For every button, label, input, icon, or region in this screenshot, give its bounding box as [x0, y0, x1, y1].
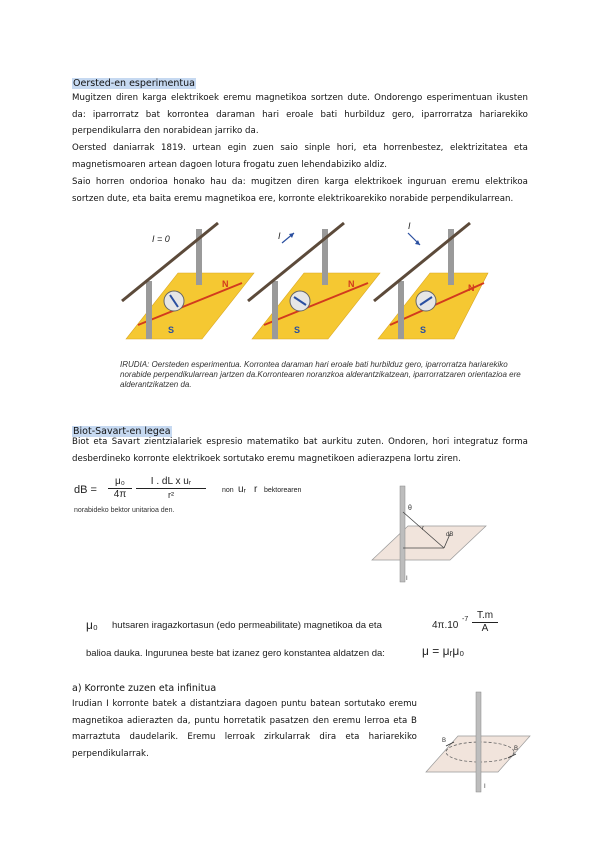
oersted-paragraph-3: Saio horren ondorioa honako hau da: mugitzen diren karga elektrikoek inguruan eremu elektrikoa sortzen dute, eta baita eremu magnetikoa ere, korronte elektrikoarekiko norabide perpendikularrean. — [72, 177, 528, 204]
formula-note: norabideko bektor unitarioa den. — [74, 507, 175, 514]
permeability-unit-num: T.m — [476, 610, 494, 621]
label-south-3: S — [420, 325, 427, 335]
wire-b-label-right: B — [514, 746, 519, 752]
label-i-2: I — [278, 231, 281, 241]
oersted-paragraph-2: Oersted daniarrak 1819. urtean egin zuen saio sinple hori, eta horrenbestez, elektrizitatea eta magnetismoaren artean dagoen lotura frogatu zuen lehendabiziko aldiz. — [72, 143, 528, 170]
formula-denominator: r² — [136, 488, 206, 501]
permeability-line — [86, 610, 526, 644]
section-title-straight-current: a) Korronte zuzen eta infinitua — [72, 683, 217, 694]
oersted-figure-caption: IRUDIA: Oersteden esperimentua. Korrontea daraman hari eroale bati hurbilduz gero, iparrorratza hariarekiko norabide perpendikularrean jartzen da.Korrontearen noranzkoa alderantzikatzean, iparrorratzaren orientazioa ere alderantzikatzen da. — [120, 360, 521, 389]
section-title-oersted: Oersted-en esperimentua — [73, 78, 195, 89]
label-i-zero: I = 0 — [152, 234, 170, 244]
label-i-3: I — [408, 221, 411, 231]
diagram-r: r — [422, 526, 424, 532]
formula-non: non — [222, 487, 234, 494]
formula-bektorearen: bektorearen — [264, 487, 302, 494]
label-south-2: S — [294, 325, 301, 335]
label-south-1: S — [168, 325, 175, 335]
straight-wire-diagram — [424, 690, 532, 794]
diagram-theta: θ — [408, 505, 412, 512]
permeability-exponent: -7 — [462, 616, 469, 623]
oersted-panel-1 — [122, 223, 254, 339]
section-title-biot-savart: Biot-Savart-en legea — [73, 426, 171, 437]
medium-formula: μ = μᵣμ₀ — [422, 644, 465, 658]
diagram-db: dB — [446, 532, 454, 538]
permeability-symbol: μ₀ — [86, 618, 98, 632]
formula-ur: uᵣ — [238, 484, 246, 495]
label-north-1: N — [222, 279, 229, 289]
medium-line — [86, 644, 526, 662]
formula-r: r — [254, 484, 258, 495]
wire-b-label-left: B — [442, 738, 447, 744]
straight-current-paragraph: Irudian I korronte batek a distantziara dagoen puntu batean sortutako eremu magnetikoa adierazten da, puntu horretatik pasatzen den eremu lerroa eta B marraztuta daudelarik. Eremu lerroak zirkularrak dira eta hariarekiko perpendikularrak. — [72, 699, 417, 759]
oersted-experiment-figure — [118, 215, 490, 355]
oersted-paragraph-1: Mugitzen diren karga elektrikoek eremu magnetikoa sortzen dute. Ondorengo esperimentuan ikusten da: iparrorratz bat korrontea daraman hari eroale bati hurbilduz gero, iparrorratza hariarekiko perpendikularra den norabidean jarriko da. — [72, 93, 528, 137]
permeability-text: hutsaren iragazkortasun (edo permeabilitate) magnetikoa da eta — [112, 620, 382, 631]
label-north-2: N — [348, 279, 355, 289]
diagram-i: I — [406, 576, 408, 582]
wire-i-label: I — [484, 784, 486, 790]
biot-savart-paragraph: Biot eta Savart zientzialariek espresio matematiko bat aurkitu zuten. Ondoren, hori integratuz forma desberdineko korronte elektrikoek sortutako eremu magnetikoen adierazpena lortu ziren. — [72, 437, 528, 464]
oersted-panel-3 — [374, 223, 488, 339]
oersted-panel-2 — [248, 223, 380, 339]
formula-lhs: dB = — [74, 484, 97, 496]
formula-numerator: I . dL x uᵣ — [150, 476, 192, 487]
formula-mu0: μ₀ — [115, 476, 125, 487]
permeability-unit-den: A — [472, 622, 498, 635]
permeability-value: 4π.10 — [432, 620, 459, 631]
medium-text: balioa dauka. Ingurunea beste bat izanez gero konstantea aldatzen da: — [86, 648, 385, 659]
formula-four-pi: 4π — [108, 488, 132, 501]
biot-savart-diagram — [370, 482, 490, 590]
label-north-3: N — [468, 283, 475, 293]
